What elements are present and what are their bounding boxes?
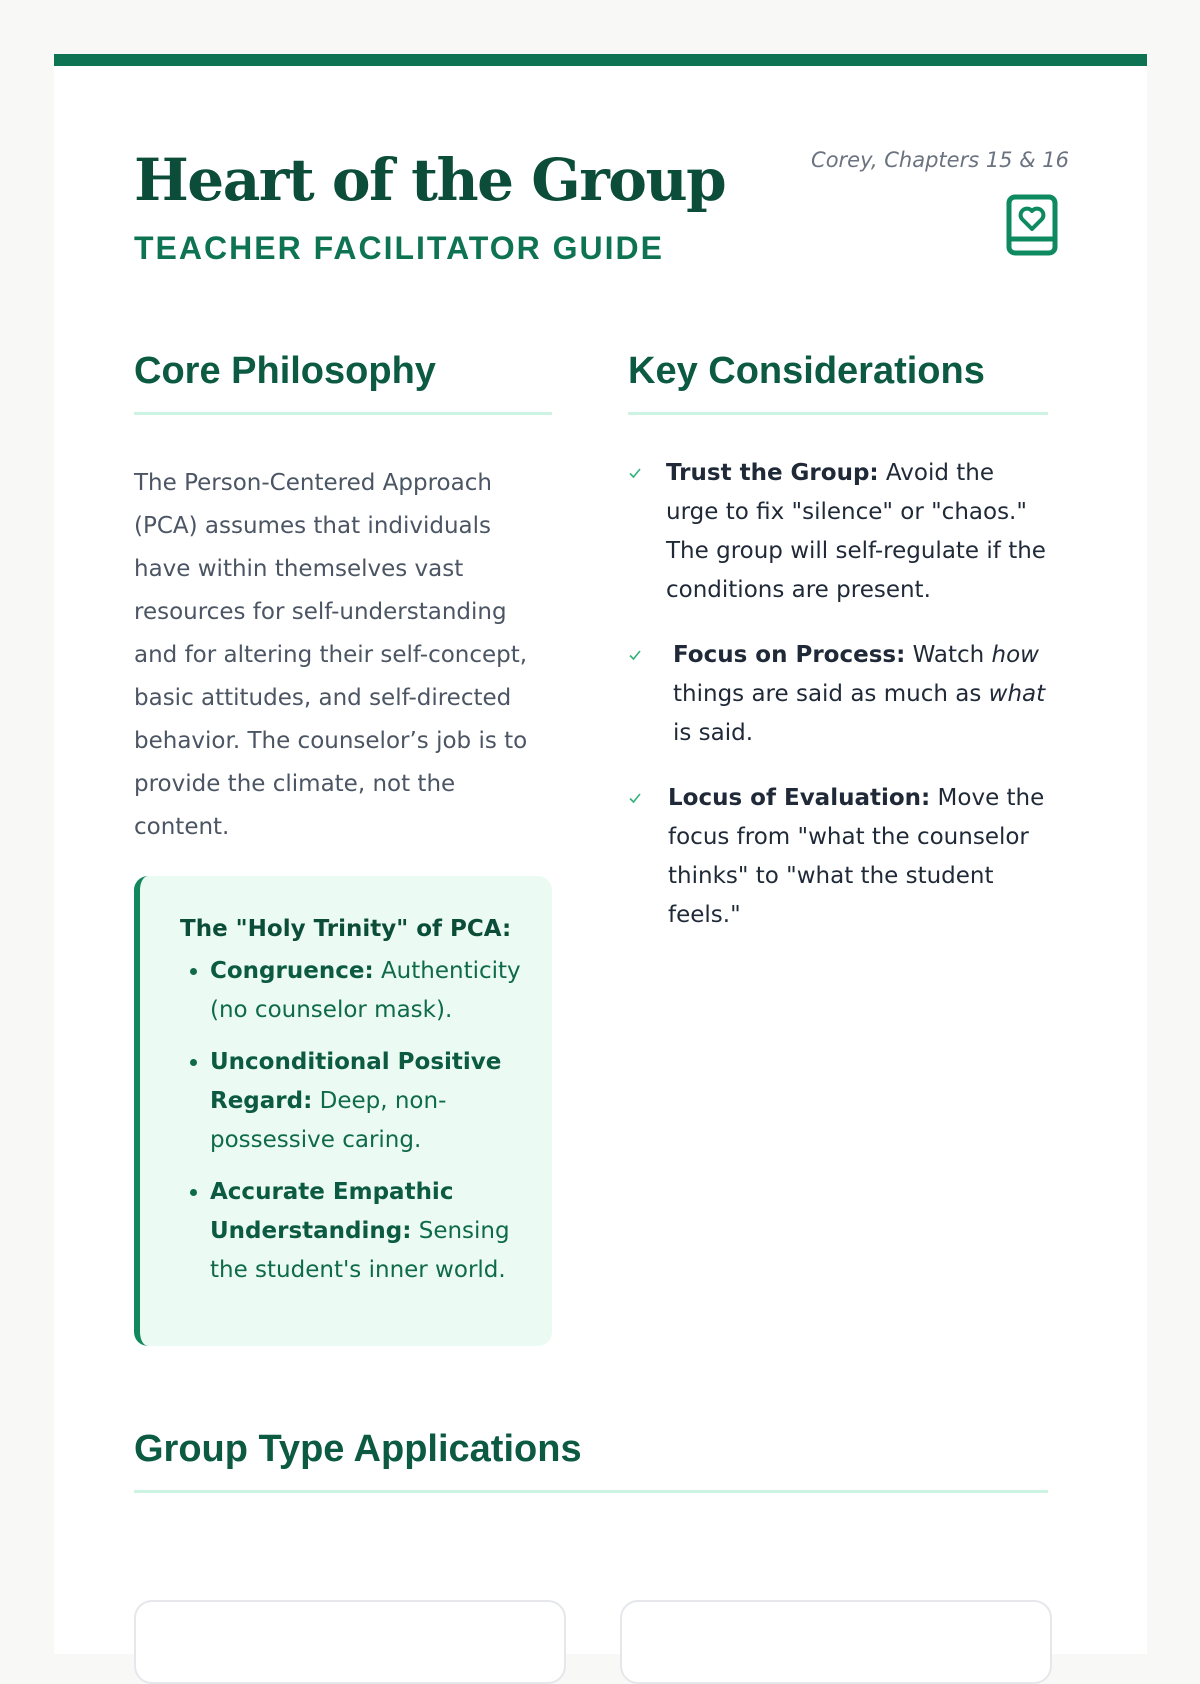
key-considerations-heading: Key Considerations (628, 350, 985, 392)
application-card (134, 1600, 566, 1684)
book-heart-icon (1006, 194, 1058, 256)
group-applications-divider (134, 1490, 1048, 1493)
key-considerations-divider (628, 412, 1048, 415)
group-applications-heading: Group Type Applications (134, 1428, 582, 1470)
core-philosophy-divider (134, 412, 552, 415)
consideration-trust-group: Trust the Group: Avoid the urge to fix "silence" or "chaos." The group will self-regulate if the conditions are present. (628, 454, 1048, 610)
trinity-list (180, 952, 534, 1290)
check-icon (628, 466, 642, 480)
trinity-item-positive-regard: • Unconditional Positive Regard: Deep, non-possessive caring. (210, 1043, 534, 1160)
holy-trinity-callout (134, 876, 552, 1346)
consideration-focus-process: Focus on Process: Watch how things are said as much as what is said. (628, 636, 1048, 753)
trinity-title: The "Holy Trinity" of PCA: (180, 916, 512, 942)
chapter-reference: Corey, Chapters 15 & 16 (811, 148, 1069, 172)
page-title: Heart of the Group (134, 146, 726, 214)
trinity-item-empathic-understanding: • Accurate Empathic Understanding: Sensing the student's inner world. (210, 1173, 534, 1290)
consideration-locus-evaluation: Locus of Evaluation: Move the focus from "what the counselor thinks" to "what the student feels." (628, 779, 1048, 935)
page-subtitle: TEACHER FACILITATOR GUIDE (134, 230, 664, 266)
guide-page (54, 54, 1147, 1654)
core-philosophy-heading: Core Philosophy (134, 350, 436, 392)
check-icon (628, 791, 642, 805)
check-icon (628, 648, 642, 662)
trinity-item-congruence: • Congruence: Authenticity (no counselor mask). (210, 952, 534, 1030)
core-philosophy-text: The Person-Centered Approach (PCA) assumes that individuals have within themselves vast resources for self-understanding and for altering their self-concept, basic attitudes, and self-directed behavior. The counselor’s job is to provide the climate, not the content. (134, 470, 528, 840)
top-accent-bar (54, 54, 1147, 66)
considerations-list (628, 454, 1048, 961)
application-card (620, 1600, 1052, 1684)
